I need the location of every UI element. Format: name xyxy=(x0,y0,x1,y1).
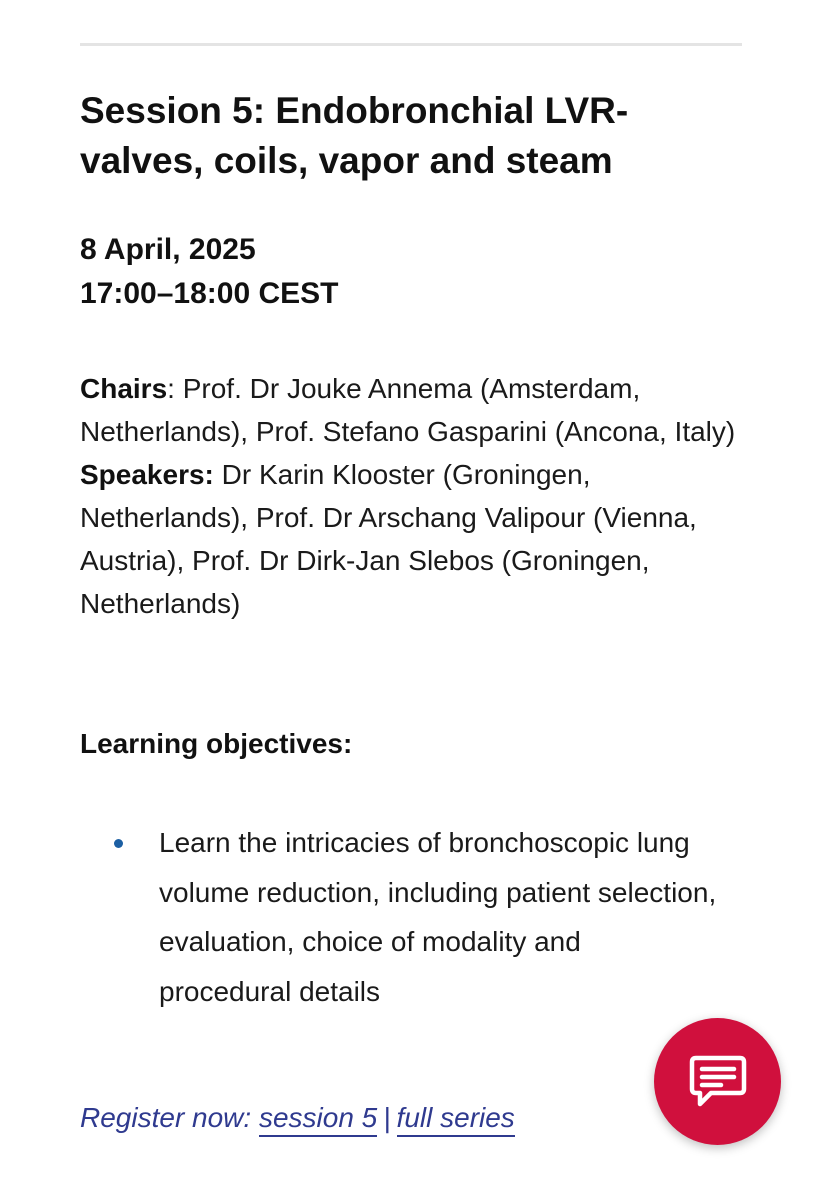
chairs-label: Chairs xyxy=(80,373,168,404)
session-people xyxy=(80,367,740,625)
learning-objectives-list xyxy=(80,818,720,1016)
register-line xyxy=(80,1096,515,1140)
bullet-icon xyxy=(114,839,123,848)
list-item xyxy=(80,818,720,1016)
speakers-label: Speakers: xyxy=(80,459,214,490)
register-session-link[interactable]: session 5 xyxy=(259,1102,377,1137)
chat-button[interactable] xyxy=(654,1018,781,1145)
register-prefix: Register now: xyxy=(80,1102,252,1133)
objective-text: Learn the intricacies of bronchoscopic lung volume reduction, including patient selection, evaluation, choice of modality and procedural details xyxy=(159,827,717,1007)
speakers-text: Dr Karin Klooster (Groningen, Netherlands), Prof. Dr Arschang Valipour (Vienna, Austria), Prof. Dr Dirk-Jan Slebos (Groningen, Netherlands) xyxy=(80,459,697,619)
speakers-line xyxy=(80,453,740,625)
chairs-line xyxy=(80,367,740,453)
learning-objectives-heading: Learning objectives: xyxy=(80,728,353,759)
session-datetime xyxy=(80,228,339,316)
chairs-text: : Prof. Dr Jouke Annema (Amsterdam, Netherlands), Prof. Stefano Gasparini (Ancona, Italy) xyxy=(80,373,736,447)
session-date: 8 April, 2025 xyxy=(80,233,256,266)
session-title: Session 5: Endobronchial LVR-valves, coils, vapor and steam xyxy=(80,90,629,181)
register-full-series-link[interactable]: full series xyxy=(397,1102,515,1137)
register-separator: | xyxy=(383,1102,391,1133)
session-time: 17:00–18:00 CEST xyxy=(80,277,339,310)
top-divider xyxy=(80,43,742,46)
chat-icon xyxy=(687,1051,749,1113)
